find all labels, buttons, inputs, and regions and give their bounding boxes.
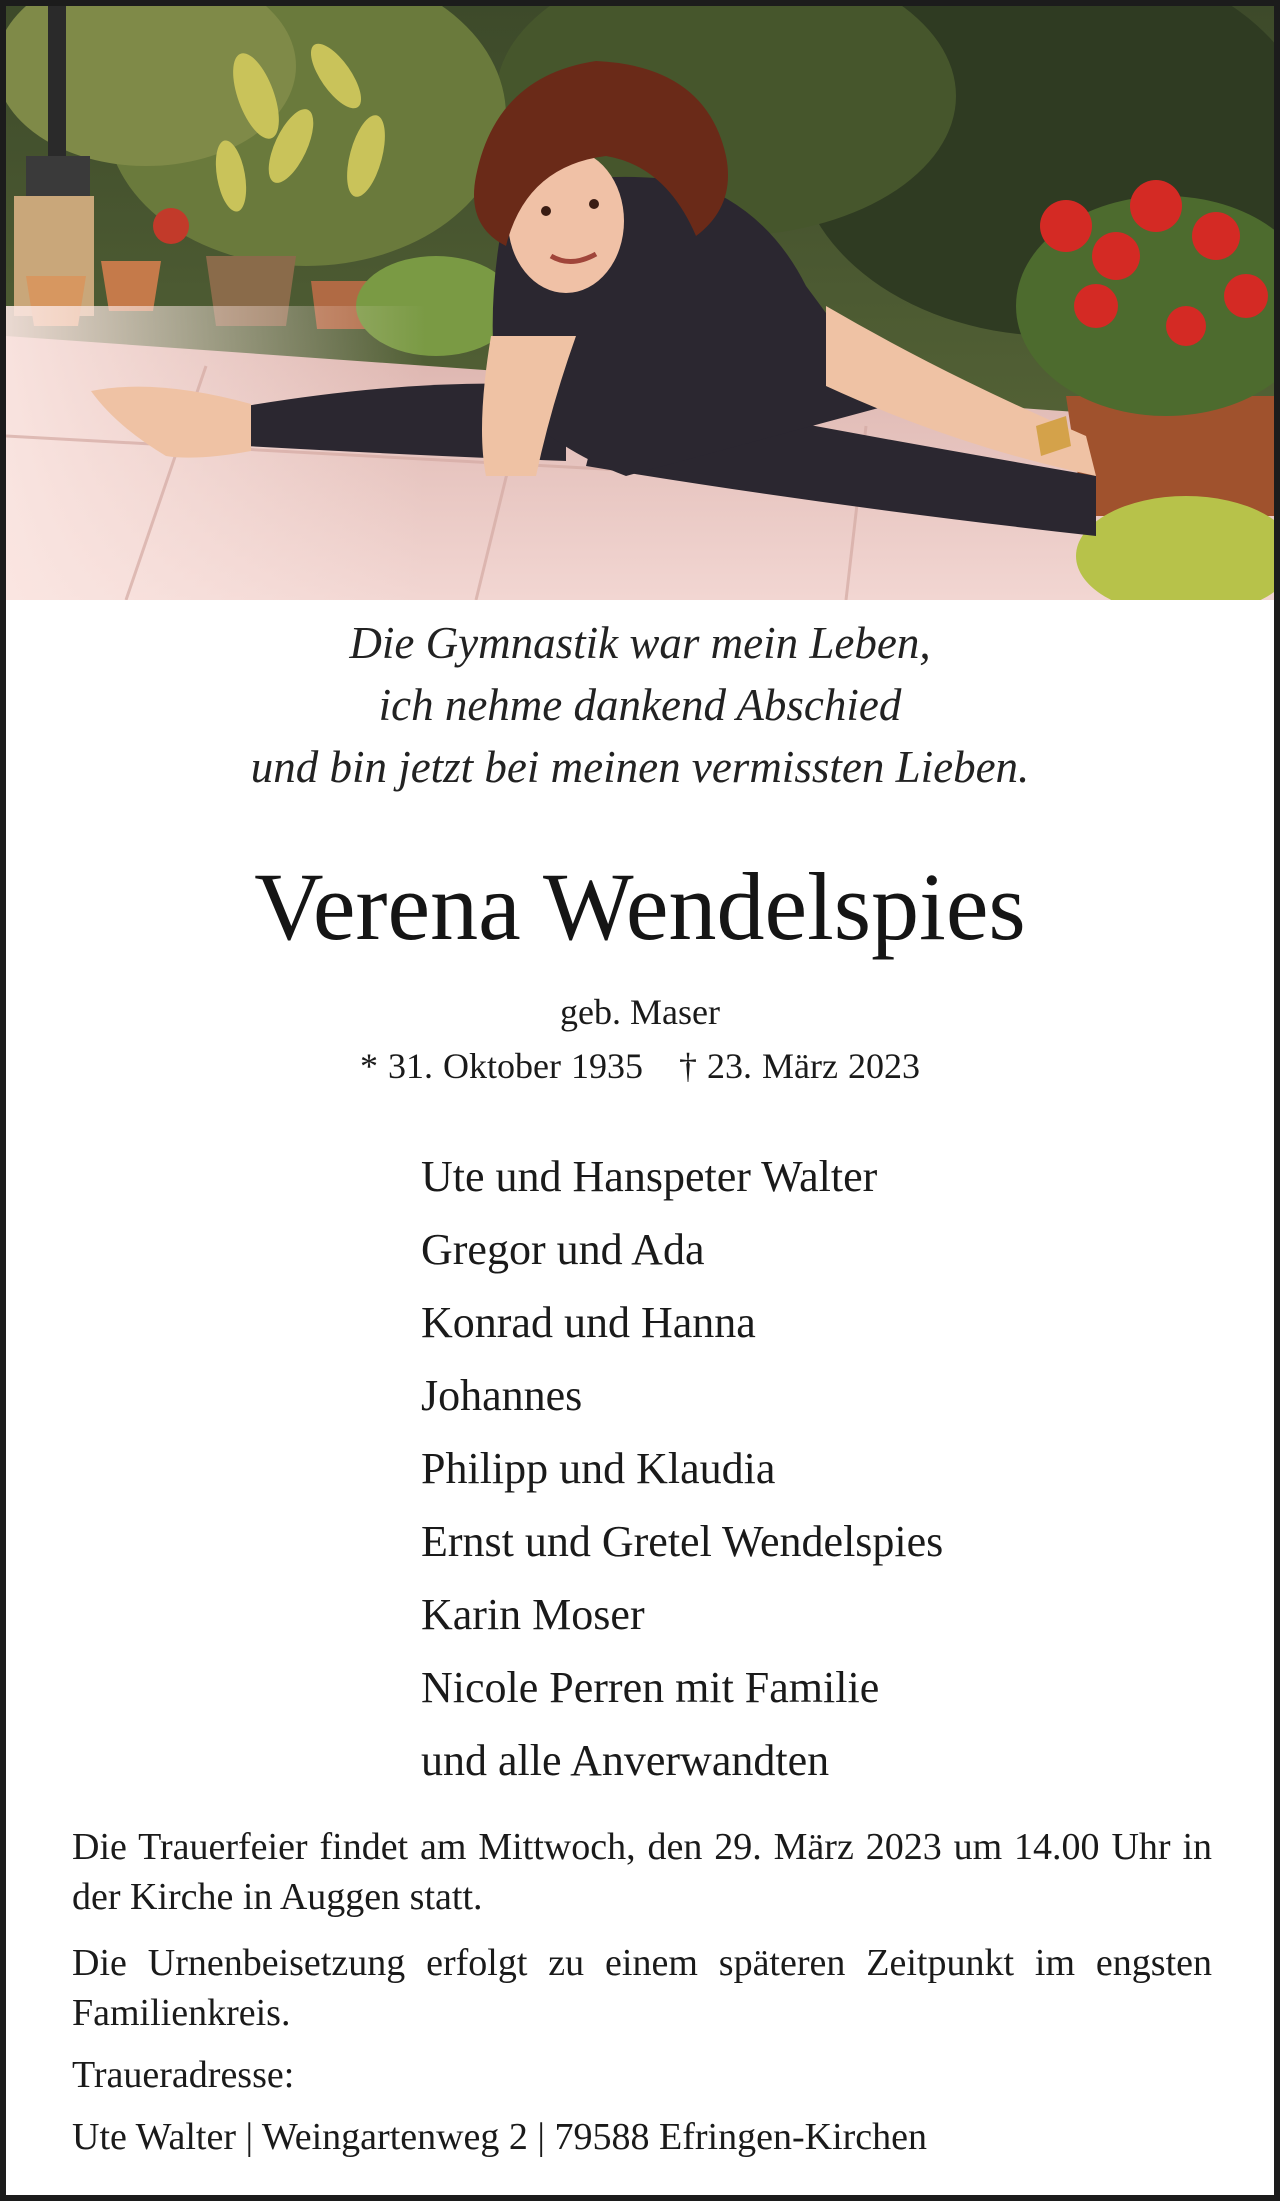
mourner-entry: und alle Anverwandten <box>421 1736 830 1785</box>
mourner-entry: Gregor und Ada <box>421 1225 705 1274</box>
quote-line: ich nehme dankend Abschied <box>378 680 902 730</box>
maiden-name: geb. Maser <box>560 992 720 1032</box>
mourner-entry: Philipp und Klaudia <box>421 1444 776 1493</box>
funeral-service-notice: Die Trauerfeier findet am Mittwoch, den 29. März 2023 um 14.00 Uhr in der Kirche in Auggen statt. <box>72 1826 1212 1918</box>
mourner-entry: Ernst und Gretel Wendelspies <box>421 1517 944 1566</box>
mourning-address: Ute Walter | Weingartenweg 2 | 79588 Efringen-Kirchen <box>72 2116 928 2158</box>
mourner-entry: Ute und Hanspeter Walter <box>421 1152 878 1201</box>
portrait-photo-illustration <box>6 6 1274 600</box>
mourner-entry: Johannes <box>421 1371 583 1420</box>
memorial-quote <box>6 612 1274 798</box>
birth-date: * 31. Oktober 1935 <box>360 1046 643 1086</box>
mourner-entry: Nicole Perren mit Familie <box>421 1663 880 1712</box>
death-date: † 23. März 2023 <box>679 1046 920 1086</box>
urn-burial-notice: Die Urnenbeisetzung erfolgt zu einem späteren Zeitpunkt im engsten Familienkreis. <box>72 1942 1212 2034</box>
life-dates <box>6 1044 1274 1088</box>
deceased-name: Verena Wendelspies <box>254 853 1026 960</box>
portrait-photo <box>6 6 1274 600</box>
quote-line: und bin jetzt bei meinen vermissten Lieben. <box>250 742 1030 792</box>
quote-line: Die Gymnastik war mein Leben, <box>349 618 931 668</box>
mourning-address-label: Traueradresse: <box>72 2054 295 2096</box>
mourner-entry: Konrad und Hanna <box>421 1298 756 1347</box>
mourners-list <box>421 1140 943 1797</box>
mourner-entry: Karin Moser <box>421 1590 645 1639</box>
